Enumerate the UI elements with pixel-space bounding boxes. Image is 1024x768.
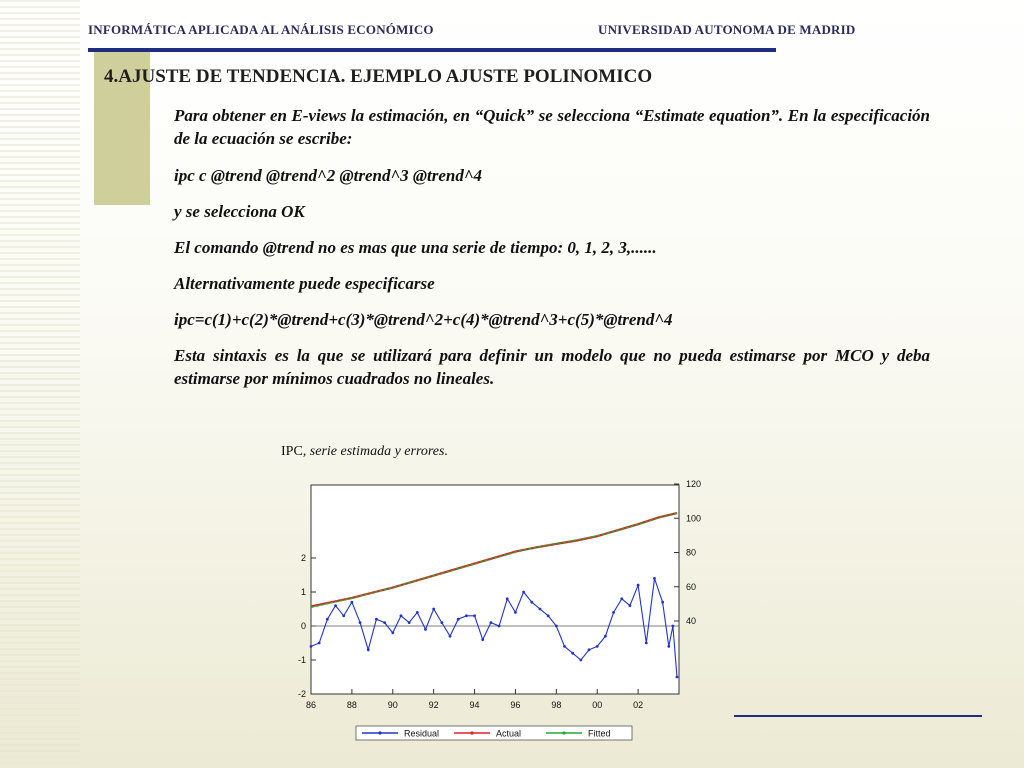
- residual-point: [653, 577, 656, 580]
- residual-point: [400, 614, 403, 617]
- residual-point: [637, 584, 640, 587]
- residual-point: [375, 618, 378, 621]
- left-tick-label: 2: [300, 553, 306, 563]
- course-header: INFORMÁTICA APLICADA AL ANÁLISIS ECONÓMICO: [88, 22, 434, 37]
- chart-caption: [281, 444, 448, 460]
- paragraph-alternative: Alternativamente puede especificarse: [174, 274, 435, 293]
- left-tick-label: 0: [300, 621, 306, 631]
- residual-point: [440, 621, 443, 624]
- residual-point: [547, 614, 550, 617]
- x-tick-label: 98: [551, 700, 562, 710]
- residual-point: [661, 601, 664, 604]
- residual-point: [588, 648, 591, 651]
- residual-point: [522, 591, 525, 594]
- residual-point: [667, 645, 670, 648]
- residual-point: [514, 611, 517, 614]
- residual-point: [612, 611, 615, 614]
- residual-point: [342, 614, 345, 617]
- residual-point: [424, 628, 427, 631]
- legend-marker-residual: [378, 731, 381, 734]
- residual-point: [530, 601, 533, 604]
- legend-marker-fitted: [562, 731, 565, 734]
- x-tick-label: 88: [346, 700, 357, 710]
- residual-point: [579, 659, 582, 662]
- caption-rest: , serie estimada y errores.: [302, 444, 448, 459]
- residual-point: [671, 625, 674, 628]
- residual-point: [465, 614, 468, 617]
- x-tick-label: 86: [305, 700, 317, 710]
- slide-title: 4.AJUSTE DE TENDENCIA. EJEMPLO AJUSTE POLINOMICO: [104, 66, 653, 87]
- paragraph-ok: y se selecciona OK: [174, 202, 305, 221]
- residual-point: [408, 621, 411, 624]
- right-tick-label: 120: [686, 479, 702, 489]
- right-tick-label: 60: [686, 581, 697, 592]
- legend-label-actual: Actual: [496, 728, 522, 739]
- residual-point: [432, 608, 435, 611]
- residual-point: [490, 621, 493, 624]
- left-tick-label: -2: [297, 689, 306, 699]
- residual-point: [629, 604, 632, 607]
- header-rule: [88, 48, 776, 52]
- legend-label-fitted: Fitted: [588, 728, 611, 739]
- residual-point: [457, 618, 460, 621]
- residual-point: [676, 676, 679, 679]
- paragraph-equation: ipc c @trend @trend^2 @trend^3 @trend^4: [174, 166, 483, 185]
- plot-area: [311, 485, 679, 694]
- residual-point: [367, 648, 370, 651]
- legend-marker-actual: [470, 731, 473, 734]
- university-header: UNIVERSIDAD AUTONOMA DE MADRID: [598, 22, 856, 37]
- residual-point: [391, 631, 394, 634]
- paragraph-formula: ipc=c(1)+c(2)*@trend+c(3)*@trend^2+c(4)*@trend^3+c(5)*@trend^4: [174, 310, 673, 329]
- residual-point: [326, 618, 329, 621]
- x-tick-label: 94: [469, 700, 480, 710]
- residual-point: [383, 621, 386, 624]
- residual-point: [645, 642, 648, 645]
- residual-point: [473, 614, 476, 617]
- right-tick-label: 100: [686, 513, 702, 524]
- x-tick-label: 02: [633, 700, 644, 710]
- left-tick-label: 1: [300, 587, 306, 597]
- residual-point: [350, 601, 353, 604]
- residual-point: [555, 625, 558, 628]
- x-tick-label: 92: [428, 700, 439, 710]
- right-tick-label: 80: [686, 547, 697, 558]
- residual-point: [481, 638, 484, 641]
- paragraph-intro: Para obtener en E-views la estimación, en “Quick” se selecciona “Estimate equation”. En la especificación de la ecuación se escribe:: [174, 106, 930, 148]
- x-tick-label: 96: [510, 700, 521, 710]
- background-stripes: [0, 0, 80, 768]
- residual-point: [449, 635, 452, 638]
- residual-point: [310, 645, 313, 648]
- residual-point: [604, 635, 607, 638]
- footer-rule: [734, 715, 982, 717]
- residual-point: [596, 645, 599, 648]
- residual-point: [571, 652, 574, 655]
- residual-point: [563, 645, 566, 648]
- x-tick-label: 90: [387, 700, 398, 710]
- left-tick-label: -1: [297, 655, 306, 665]
- chart: [282, 470, 722, 750]
- residual-point: [416, 611, 419, 614]
- residual-point: [498, 625, 501, 628]
- x-tick-label: 00: [592, 700, 603, 710]
- paragraph-trend: El comando @trend no es mas que una serie de tiempo: 0, 1, 2, 3,......: [174, 238, 657, 257]
- residual-point: [539, 608, 542, 611]
- right-tick-label: 40: [686, 616, 697, 626]
- residual-point: [620, 597, 623, 600]
- residual-point: [506, 597, 509, 600]
- residual-point: [359, 621, 362, 624]
- residual-point: [334, 604, 337, 607]
- residual-point: [318, 642, 321, 645]
- paragraph-syntax: Esta sintaxis es la que se utilizará para definir un modelo que no pueda estimarse por MCO y deba estimarse por mínimos cuadrados no lineales.: [174, 346, 930, 388]
- caption-prefix: IPC: [281, 444, 303, 459]
- legend-label-residual: Residual: [404, 728, 440, 739]
